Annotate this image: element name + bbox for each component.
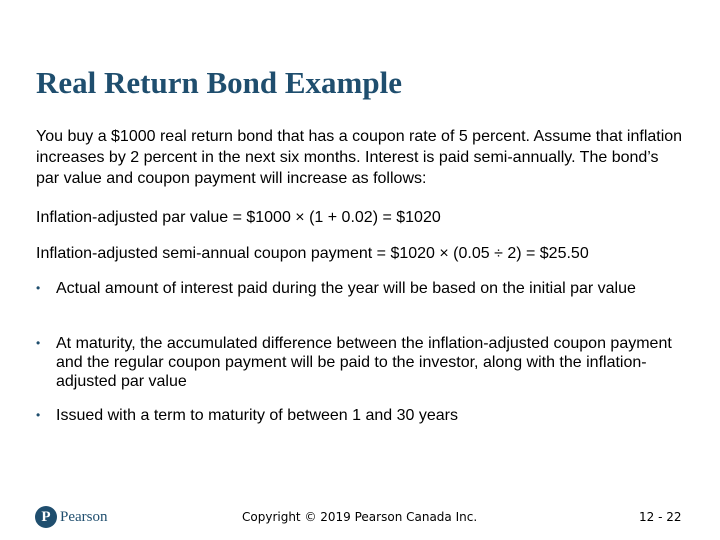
bullet-icon: • <box>36 281 41 295</box>
slide-title: Real Return Bond Example <box>36 65 402 100</box>
bullet-icon: • <box>36 408 41 422</box>
pearson-logo-icon: P <box>35 506 57 528</box>
bullet-text: Issued with a term to maturity of between 1 and 30 years <box>56 407 458 424</box>
pearson-logo-text: Pearson <box>60 509 108 525</box>
coupon-payment-formula: Inflation-adjusted semi-annual coupon payment = $1020 × (0.05 ÷ 2) = $25.50 <box>36 245 589 262</box>
pearson-logo <box>35 506 108 528</box>
bullet-icon: • <box>36 336 41 350</box>
bullet-item <box>36 334 686 391</box>
bullet-item <box>36 406 686 425</box>
bullet-text: At maturity, the accumulated difference between the inflation-adjusted coupon payment and the regular coupon payment will be paid to the investor, along with the inflation-adjusted par value <box>56 335 672 390</box>
page-number: 12 - 22 <box>639 510 682 524</box>
intro-paragraph: You buy a $1000 real return bond that has a coupon rate of 5 percent. Assume that inflation increases by 2 percent in the next six months. Interest is paid semi-annually. The bond’s par value and coupon payment will increase as follows: <box>36 128 683 187</box>
bullet-text: Actual amount of interest paid during the year will be based on the initial par value <box>56 280 636 297</box>
copyright-notice: Copyright © 2019 Pearson Canada Inc. <box>242 510 478 524</box>
par-value-formula: Inflation-adjusted par value = $1000 × (1 + 0.02) = $1020 <box>36 209 441 226</box>
bullet-item <box>36 279 686 298</box>
